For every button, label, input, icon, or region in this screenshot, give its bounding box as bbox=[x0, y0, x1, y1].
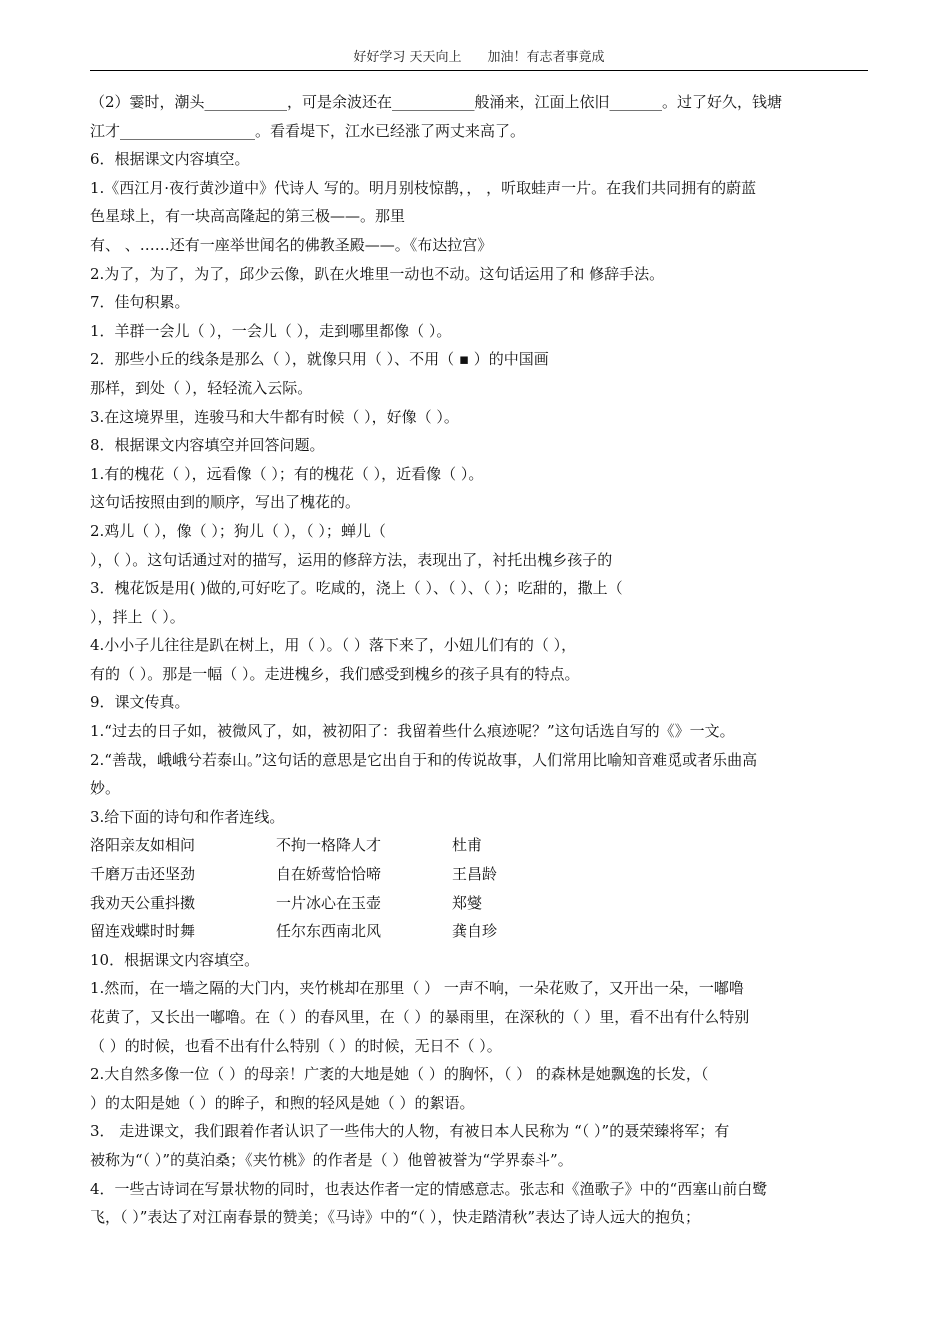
text-line: 1.有的槐花（ ），远看像（ ）；有的槐花（ ），近看像（ ）。 bbox=[90, 464, 484, 483]
matching-row bbox=[90, 831, 868, 860]
section-heading-7: 7．佳句积累。 bbox=[90, 293, 190, 312]
section-heading-10: 10．根据课文内容填空。 bbox=[90, 950, 260, 969]
text-line: （ ）的时候，也看不出有什么特别（ ）的时候，无日不（ ）。 bbox=[90, 1036, 502, 1055]
matching-row bbox=[90, 917, 868, 946]
text-line: 这句话按照由到的顺序，写出了槐花的。 bbox=[90, 493, 361, 512]
text-line: 那样，到处（ ），轻轻流入云际。 bbox=[90, 378, 313, 397]
poet-name: 杜甫 bbox=[452, 836, 483, 855]
text-line: 飞，（ ）”表达了对江南春景的赞美；《马诗》中的“（ ），快走踏清秋”表达了诗人远大的抱负； bbox=[90, 1208, 701, 1227]
text-line: 4．一些古诗词在写景状物的同时，也表达作者一定的情感意志。张志和《渔歌子》中的“西塞山前白鹭 bbox=[90, 1179, 768, 1198]
matching-row bbox=[90, 860, 868, 889]
text-line: 色星球上，有一块高高隆起的第三极——。那里 bbox=[90, 207, 406, 226]
text-line: 花黄了，又长出一嘟噜。在（ ）的春风里，在（ ）的暴雨里，在深秋的（ ）里，看不出有什么特别 bbox=[90, 1008, 750, 1026]
poet-name: 王昌龄 bbox=[452, 865, 498, 884]
text-line: 1.《西江月·夜行黄沙道中》代诗人 写的。明月别枝惊鹊，， ，听取蛙声一片。在我们共同拥有的蔚蓝 bbox=[90, 178, 757, 197]
worksheet-content bbox=[90, 88, 868, 1232]
text-line: 1.然而，在一墙之隔的大门内，夹竹桃却在那里（ ） 一声不响，一朵花败了，又开出一朵，一嘟噜 bbox=[90, 979, 744, 998]
poem-line: 任尔东西南北风 bbox=[276, 922, 382, 941]
poem-line: 一片冰心在玉壶 bbox=[276, 893, 382, 912]
text-line: 2.大自然多像一位（ ）的母亲！广袤的大地是她（ ）的胸怀，（ ） 的森林是她飘逸的长发，（ bbox=[90, 1065, 709, 1084]
poem-line: 洛阳亲友如相问 bbox=[90, 836, 196, 855]
text-line: 有、 、……还有一座举世闻名的佛教圣殿——。《布达拉宫》 bbox=[90, 235, 493, 254]
poem-line: 我劝天公重抖擞 bbox=[90, 893, 196, 912]
text-line: 3．槐花饭是用( )做的,可好吃了。吃咸的，浇上（ ）、（ ）、（ ）；吃甜的，撒上（ bbox=[90, 579, 623, 598]
text-line: 3． 走进课文，我们跟着作者认识了一些伟大的人物，有被日本人民称为 “（ ）”的聂荣臻将军；有 bbox=[90, 1122, 730, 1141]
text-line: 妙。 bbox=[90, 779, 121, 798]
text-line: ），（ ）。这句话通过对的描写，运用的修辞方法，表现出了，衬托出槐乡孩子的 bbox=[90, 550, 613, 569]
poet-name: 郑燮 bbox=[452, 893, 483, 912]
poet-name: 龚自珍 bbox=[452, 922, 498, 941]
text-line: 1．羊群一会儿（ ），一会儿（ ），走到哪里都像（ ）。 bbox=[90, 321, 452, 340]
text-line: 2.为了，为了，为了，邱少云像，趴在火堆里一动也不动。这句话运用了和 修辞手法。 bbox=[90, 264, 665, 283]
section-heading-9: 9．课文传真。 bbox=[90, 693, 190, 712]
text-line: ）的太阳是她（ ）的眸子，和煦的轻风是她（ ）的絮语。 bbox=[90, 1093, 475, 1112]
text-line: 2.“善哉，峨峨兮若泰山。”这句话的意思是它出自于和的传说故事，人们常用比喻知音难觅或者乐曲高 bbox=[90, 750, 758, 769]
text-line: 被称为“（ ）”的莫泊桑；《夹竹桃》的作者是（ ）他曾被誉为“学界泰斗”。 bbox=[90, 1150, 573, 1169]
section-heading-6: 6．根据课文内容填空。 bbox=[90, 150, 250, 169]
text-line: 2．那些小丘的线条是那么（ ），就像只用（ ）、不用（ ▪ ）的中国画 bbox=[90, 350, 549, 369]
text-line: 1.“过去的日子如，被微风了，如，被初阳了：我留着些什么痕迹呢？”这句话选自写的《》一文。 bbox=[90, 722, 735, 741]
text-line: ），拌上（ ）。 bbox=[90, 607, 185, 626]
poem-line: 千磨万击还坚劲 bbox=[90, 865, 196, 884]
poem-line: 自在娇莺恰恰啼 bbox=[276, 865, 382, 884]
text-line: 有的（ ）。那是一幅（ ）。走进槐乡，我们感受到槐乡的孩子具有的特点。 bbox=[90, 664, 580, 683]
poem-line: 留连戏蝶时时舞 bbox=[90, 922, 196, 941]
text-line: 3.给下面的诗句和作者连线。 bbox=[90, 807, 285, 826]
text-line: 2.鸡儿（ ），像（ ）；狗儿（ ），（ ）；蝉儿（ bbox=[90, 521, 386, 540]
text-line: 江才__________________。看看堤下，江水已经涨了两丈来高了。 bbox=[90, 121, 526, 140]
text-line: 4.小小子儿往往是趴在树上，用（ ）。（ ）落下来了，小妞儿们有的（ ）， bbox=[90, 636, 577, 655]
text-line: （2）霎时，潮头___________，可是余波还在___________般涌来，江面上依旧_______。过了好久，钱塘 bbox=[90, 93, 783, 111]
poem-line: 不拘一格降人才 bbox=[276, 836, 382, 855]
text-line: 3.在这境界里，连骏马和大牛都有时候（ ），好像（ ）。 bbox=[90, 407, 459, 426]
matching-row bbox=[90, 889, 868, 918]
page-header: 好好学习 天天向上 加油！有志者事竟成 bbox=[90, 48, 868, 71]
section-heading-8: 8．根据课文内容填空并回答问题。 bbox=[90, 436, 325, 455]
